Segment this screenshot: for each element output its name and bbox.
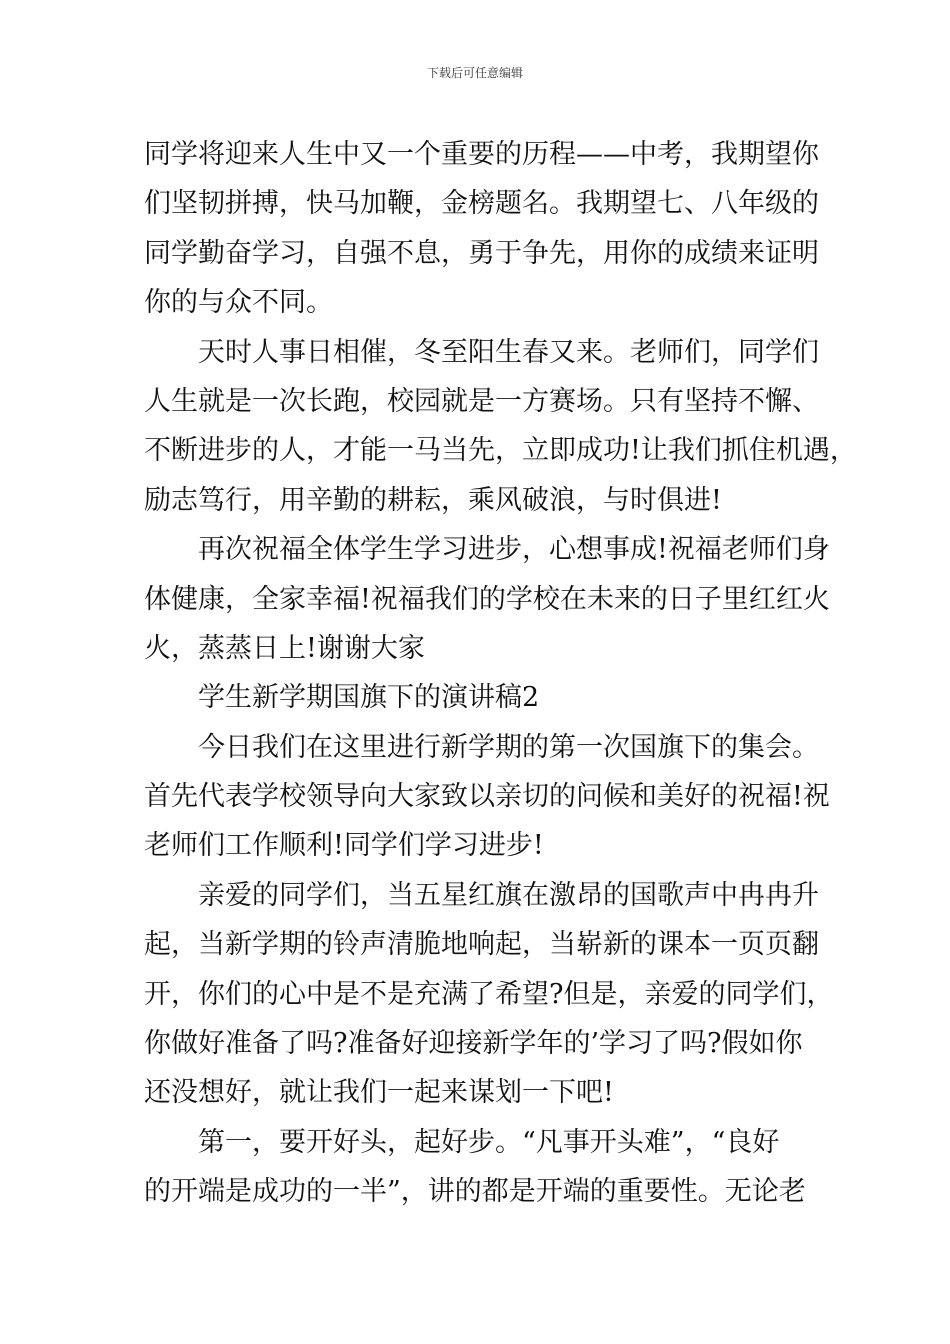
text-line: 天时人事日相催，冬至阳生春又来。老师们，同学们: [198, 336, 819, 368]
text-line: 首先代表学校领导向大家致以亲切的问候和美好的祝福!祝: [144, 781, 830, 813]
text-line: 人生就是一次长跑，校园就是一方赛场。只有坚持不懈、: [144, 385, 819, 417]
paragraph-new-semester: [144, 871, 834, 1118]
text-line: 你的与众不同。: [144, 287, 333, 319]
section-heading: 学生新学期国旗下的演讲稿2: [198, 682, 540, 714]
text-line: 的开端是成功的一半”，讲的都是开端的重要性。无论老: [144, 1176, 806, 1208]
text-line: 还没想好，就让我们一起来谋划一下吧!: [144, 1077, 614, 1109]
text-line: 不断进步的人，才能一马当先，立即成功!让我们抓住机遇，: [144, 435, 857, 467]
text-line: 再次祝福全体学生学习进步，心想事成!祝福老师们身: [198, 534, 830, 566]
paragraph-blessings: [144, 525, 834, 673]
text-line: 们坚韧拼搏，快马加鞭，金榜题名。我期望七、八年级的: [144, 188, 819, 220]
paragraph-exam-wishes: [144, 130, 834, 328]
page-header-note: 下载后可任意编辑: [426, 66, 523, 80]
text-line: 老师们工作顺利!同学们学习进步!: [144, 830, 544, 862]
text-line: 亲爱的同学们，当五星红旗在激昂的国歌声中冉冉升: [198, 879, 819, 911]
text-line: 体健康，全家幸福!祝福我们的学校在未来的日子里红红火: [144, 583, 830, 615]
paragraph-assembly: [144, 723, 834, 871]
text-line: 第一，要开好头，起好步。“凡事开头难”，“良好: [198, 1126, 780, 1158]
text-line: 励志笃行，用辛勤的耕耘，乘风破浪，与时俱进!: [144, 484, 722, 516]
paragraph-season: [144, 328, 857, 526]
section-title: [144, 673, 834, 722]
text-line: 你做好准备了吗?准备好迎接新学年的’学习了吗?假如你: [144, 1028, 803, 1060]
paragraph-first-point: [144, 1118, 834, 1217]
text-line: 火，蒸蒸日上!谢谢大家: [144, 632, 425, 664]
text-line: 同学勤奋学习，自强不息，勇于争先，用你的成绩来证明: [144, 237, 819, 269]
text-line: 起，当新学期的铃声清脆地响起，当崭新的课本一页页翻: [144, 929, 819, 961]
text-line: 今日我们在这里进行新学期的第一次国旗下的集会。: [198, 731, 819, 763]
document-body: [144, 130, 857, 1217]
text-line: 同学将迎来人生中又一个重要的历程——中考，我期望你: [144, 139, 819, 170]
text-line: 开，你们的心中是不是充满了希望?但是，亲爱的同学们，: [144, 978, 834, 1010]
